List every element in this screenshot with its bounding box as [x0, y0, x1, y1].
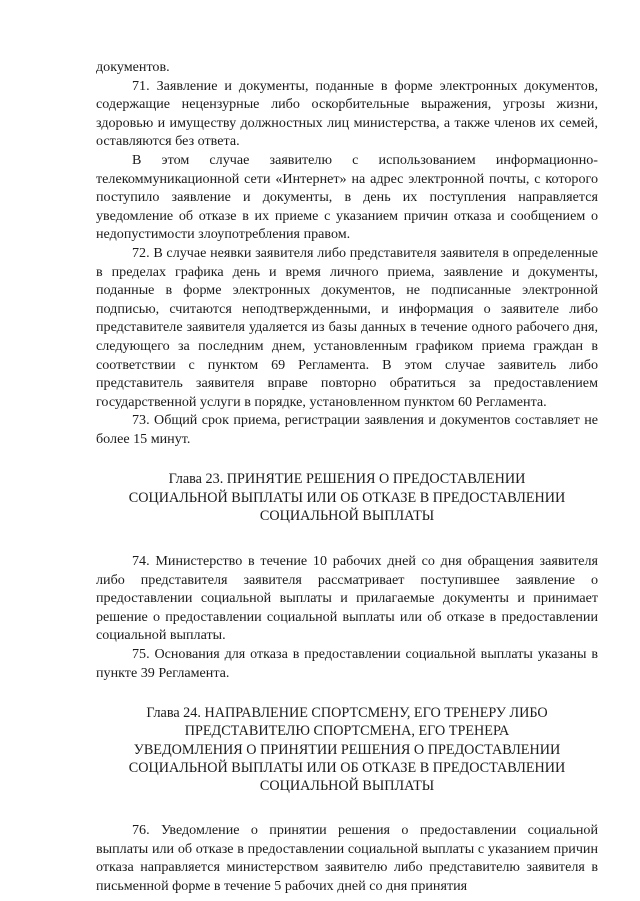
chapter-23-heading [96, 470, 598, 525]
chapter-23-heading-line: СОЦИАЛЬНОЙ ВЫПЛАТЫ ИЛИ ОБ ОТКАЗЕ В ПРЕДОСТАВЛЕНИИ [128, 489, 566, 506]
paragraph-72: 72. В случае неявки заявителя либо представителя заявителя в определенные в пределах графика день и время личного приема, заявление и документы, поданные в форме электронных документов, не подписанные электронной подписью, считаются неподтвержденными, и информация о заявителе либо представителе заявителя удаляется из базы данных в течение одного рабочего дня, следующего за последним днем, установленным графиком приема граждан в соответствии с пунктом 69 Регламента. В этом случае заявитель либо представитель заявителя вправе повторно обратиться за предоставлением государственной услуги в порядке, установленном пунктом 60 Регламента. [96, 244, 598, 410]
paragraph-76: 76. Уведомление о принятии решения о предоставлении социальной выплаты или об отказе в предоставлении социальной выплаты с указанием причин отказа направляется министерством заявителю либо представителю заявителя в письменной форме в течение 5 рабочих дней со дня принятия [96, 822, 598, 895]
paragraph-74: 74. Министерство в течение 10 рабочих дней со дня обращения заявителя либо представителя заявителя рассматривает поступившее заявление о предоставлении социальной выплаты и прилагаемые документы и принимает решение о предоставлении социальной выплаты или об отказе в предоставлении социальной выплаты. [96, 553, 598, 644]
chapter-23-heading-line: СОЦИАЛЬНОЙ ВЫПЛАТЫ [259, 507, 435, 524]
paragraph-75: 75. Основания для отказа в предоставлении социальной выплаты указаны в пункте 39 Регламента. [96, 646, 598, 681]
chapter-24-heading-line: УВЕДОМЛЕНИЯ О ПРИНЯТИИ РЕШЕНИЯ О ПРЕДОСТАВЛЕНИИ [133, 741, 561, 758]
chapter-24-heading [96, 704, 598, 795]
paragraph-73: 73. Общий срок приема, регистрации заявления и документов составляет не более 15 минут. [96, 412, 598, 447]
paragraph-71-notice: В этом случае заявителю с использованием информационно-телекоммуникационной сети «Интернет» на адрес электронной почты, с которого поступило заявление и документы, в день их поступления направляется уведомление об отказе в их приеме с указанием причин отказа и сообщением о недопустимости злоупотребления правом. [96, 151, 598, 243]
chapter-24-heading-line: ПРЕДСТАВИТЕЛЮ СПОРТСМЕНА, ЕГО ТРЕНЕРА [184, 723, 510, 740]
chapter-24-heading-line: СОЦИАЛЬНОЙ ВЫПЛАТЫ ИЛИ ОБ ОТКАЗЕ В ПРЕДОСТАВЛЕНИИ [128, 759, 566, 776]
paragraph-71: 71. Заявление и документы, поданные в форме электронных документов, содержащие нецензурные либо оскорбительные выражения, угрозы жизни, здоровью и имуществу должностных лиц министерства, а также членов их семей, оставляются без ответа. [96, 77, 598, 150]
document-page [96, 58, 598, 896]
chapter-24-heading-line: СОЦИАЛЬНОЙ ВЫПЛАТЫ [259, 778, 435, 795]
chapter-24-heading-line: Глава 24. НАПРАВЛЕНИЕ СПОРТСМЕНУ, ЕГО ТРЕНЕРУ ЛИБО [146, 705, 548, 722]
paragraph-continuation: документов. [96, 59, 170, 75]
chapter-23-heading-line: Глава 23. ПРИНЯТИЕ РЕШЕНИЯ О ПРЕДОСТАВЛЕНИИ [168, 471, 526, 488]
